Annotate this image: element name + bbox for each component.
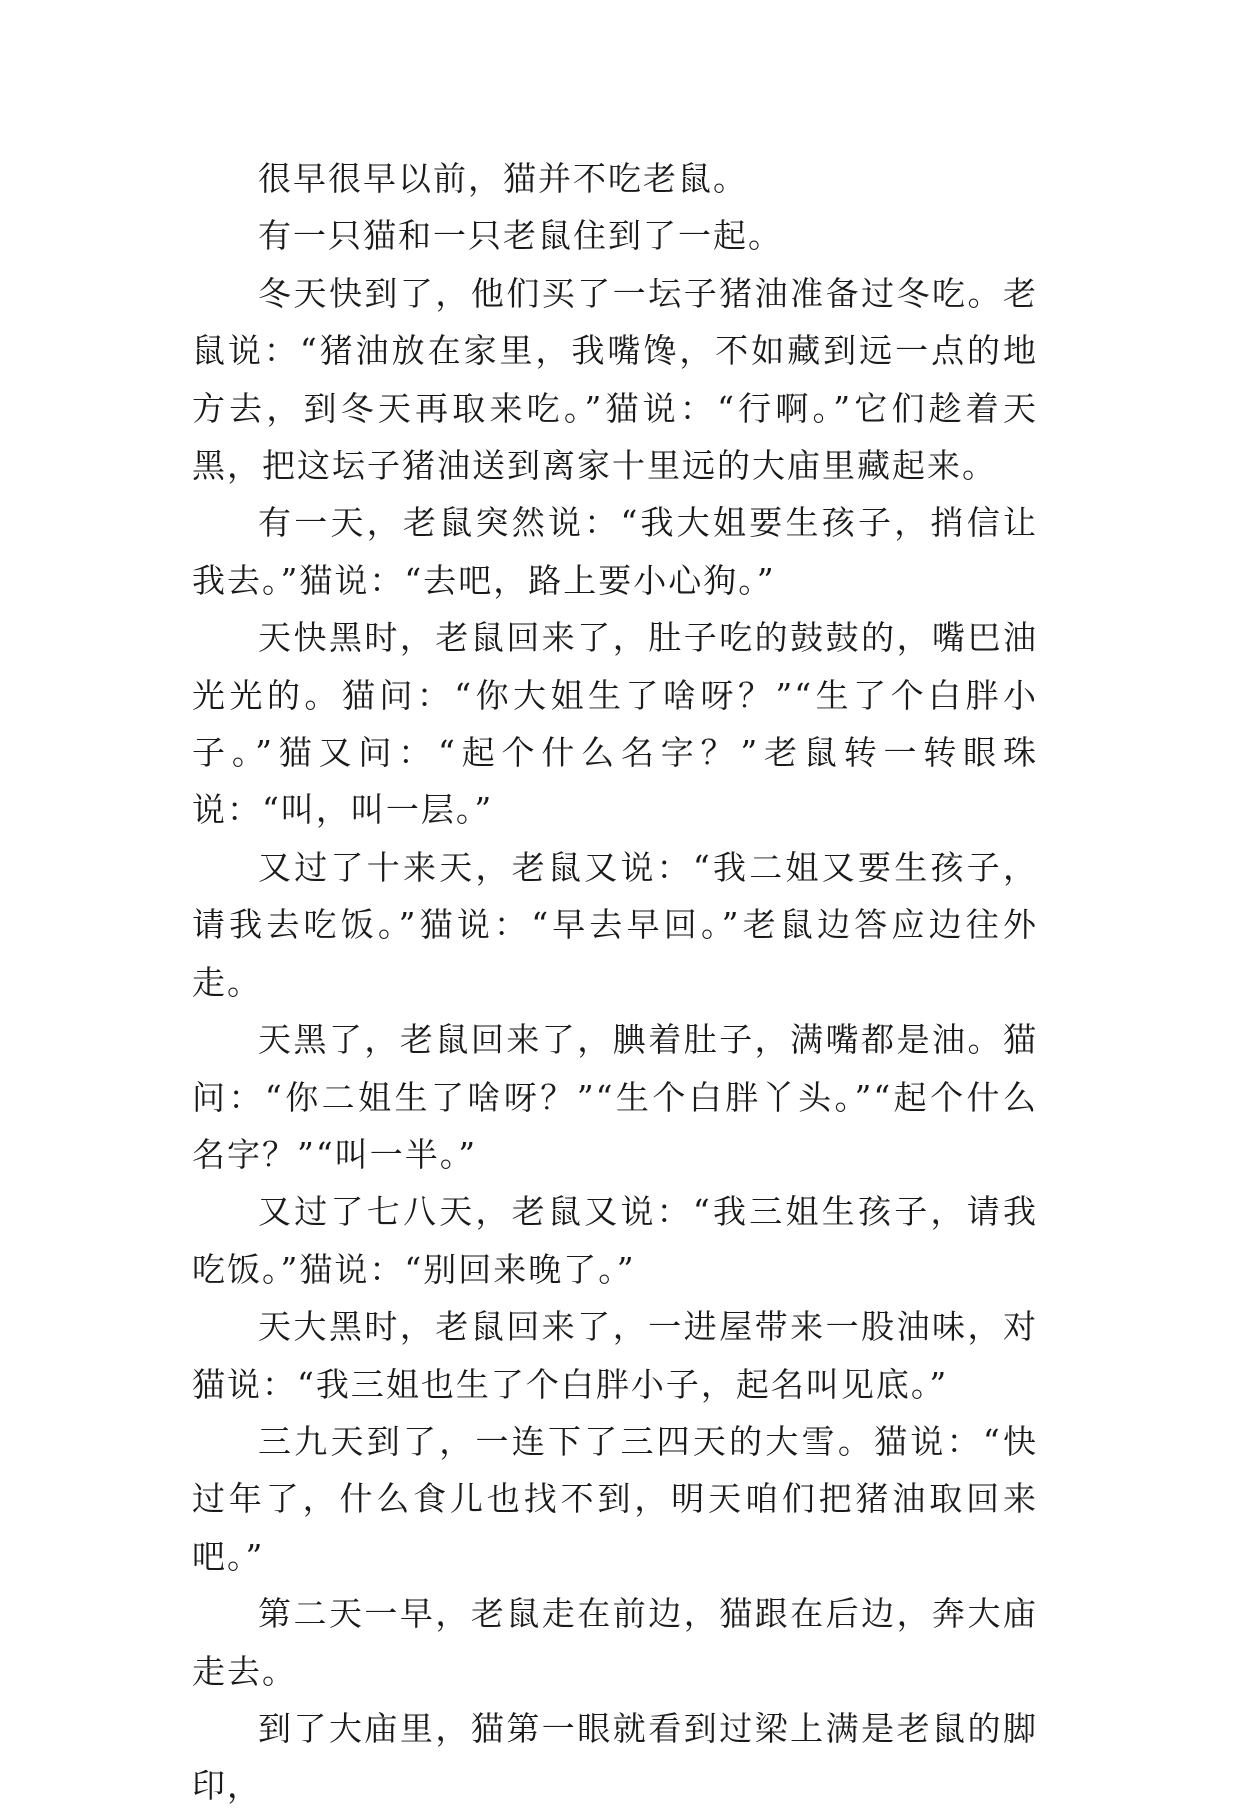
paragraph: 第二天一早，老鼠走在前边，猫跟在后边，奔大庙走去。 [192,1594,1038,1691]
paragraph: 很早很早以前，猫并不吃老鼠。 [258,159,748,198]
paragraph: 天大黑时，老鼠回来了，一进屋带来一股油味，对猫说：“我三姐也生了个白胖小子，起名叫见底。” [192,1307,1038,1404]
paragraph: 天黑了，老鼠回来了，腆着肚子，满嘴都是油。猫问：“你二姐生了啥呀？”“生个白胖丫头。”“起个什么名字？”“叫一半。” [192,1020,1038,1174]
paragraph: 三九天到了，一连下了三四天的大雪。猫说：“快过年了，什么食儿也找不到，明天咱们把猪油取回来吧。” [192,1421,1038,1576]
document-page [192,150,1038,1815]
paragraph: 又过了七八天，老鼠又说：“我三姐生孩子，请我吃饭。”猫说：“别回来晚了。” [192,1192,1038,1289]
paragraph: 有一天，老鼠突然说：“我大姐要生孩子，捎信让我去。”猫说：“去吧，路上要小心狗。” [192,503,1038,600]
paragraph: 冬天快到了，他们买了一坛子猪油准备过冬吃。老鼠说：“猪油放在家里，我嘴馋，不如藏到远一点的地方去，到冬天再取来吃。”猫说：“行啊。”它们趁着天黑，把这坛子猪油送到离家十里远的大庙里藏起来。 [192,273,1038,486]
paragraph: 到了大庙里，猫第一眼就看到过梁上满是老鼠的脚印， [192,1708,1038,1806]
paragraph: 有一只猫和一只老鼠住到了一起。 [258,216,783,256]
paragraph: 又过了十来天，老鼠又说：“我二姐又要生孩子，请我去吃饭。”猫说：“早去早回。”老鼠边答应边往外走。 [192,847,1038,1002]
paragraph: 天快黑时，老鼠回来了，肚子吃的鼓鼓的，嘴巴油光光的。猫问：“你大姐生了啥呀？”“生了个白胖小子。”猫又问：“起个什么名字？”老鼠转一转眼珠说：“叫，叫一层。” [192,618,1038,830]
